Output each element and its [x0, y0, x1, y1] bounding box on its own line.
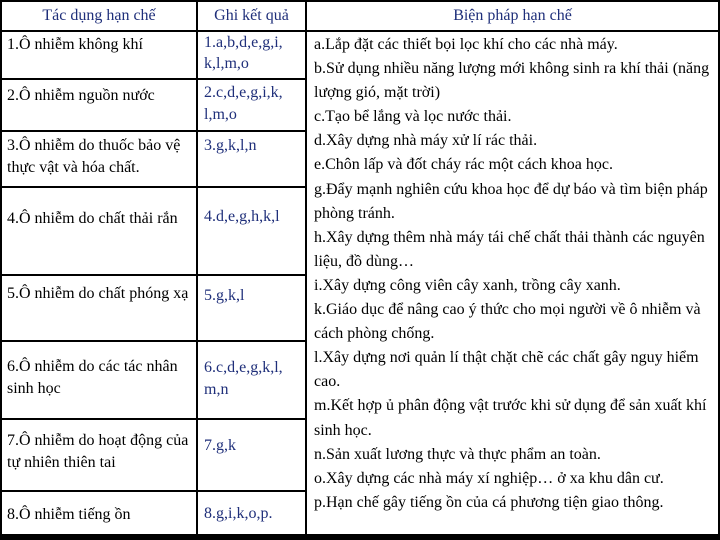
header-effect: Tác dụng hạn chế — [2, 2, 196, 30]
effect-cell-6: 6.Ô nhiễm do các tác nhân sinh học — [2, 342, 196, 418]
measure-item-e: e.Chôn lấp và đốt cháy rác một cách khoa học. — [314, 156, 613, 174]
measure-item-m: m.Kết hợp ủ phân động vật trước khi sử dụng để sản xuất khí sinh học. — [314, 397, 707, 439]
result-cell-8: 8.g,i,k,o,p. — [198, 492, 305, 534]
effect-cell-4: 4.Ô nhiễm do chất thải rắn — [2, 188, 196, 274]
measure-item-n: n.Sản xuất lương thực và thực phẩm an toàn. — [314, 445, 601, 463]
measure-item-d: d.Xây dựng nhà máy xử lí rác thải. — [314, 132, 538, 150]
measure-item-b: b.Sử dụng nhiều năng lượng mới không sinh ra khí thải (năng lượng gió, mặt trời) — [314, 60, 710, 102]
result-cell-4: 4.d,e,g,h,k,l — [198, 188, 305, 274]
measure-item-o: o.Xây dựng các nhà máy xí nghiệp… ở xa khu dân cư. — [314, 469, 664, 487]
measure-item-l: l.Xây dựng nơi quản lí thật chặt chẽ các chất gây nguy hiểm cao. — [314, 349, 699, 391]
result-cell-6: 6.c,d,e,g,k,l, m,n — [198, 342, 305, 418]
measure-item-h: h.Xây dựng thêm nhà máy tái chế chất thải thành các nguyên liệu, đồ dùng… — [314, 228, 705, 270]
result-cell-2: 2.c,d,e,g,i,k, l,m,o — [198, 80, 305, 130]
effect-cell-8: 8.Ô nhiễm tiếng ồn — [2, 492, 196, 534]
effect-cell-2: 2.Ô nhiễm nguồn nước — [2, 80, 196, 130]
measure-item-i: i.Xây dựng công viên cây xanh, trồng cây xanh. — [314, 276, 621, 294]
measure-item-g: g.Đẩy mạnh nghiên cứu khoa học để dự báo và tìm biện pháp phòng tránh. — [314, 180, 708, 222]
header-result: Ghi kết quả — [198, 2, 305, 30]
measure-item-k: k.Giáo dục để nâng cao ý thức cho mọi người về ô nhiễm và cách phòng chống. — [314, 301, 701, 343]
measure-item-a: a.Lắp đặt các thiết bọi lọc khí cho các nhà máy. — [314, 36, 618, 53]
result-cell-7: 7.g,k — [198, 420, 305, 490]
result-cell-3: 3.g,k,l,n — [198, 132, 305, 186]
effect-cell-3: 3.Ô nhiễm do thuốc bảo vệ thực vật và hóa chất. — [2, 132, 196, 186]
result-cell-5: 5.g,k,l — [198, 276, 305, 340]
measure-item-c: c.Tạo bể lắng và lọc nước thải. — [314, 108, 512, 126]
effect-cell-5: 5.Ô nhiễm do chất phóng xạ — [2, 276, 196, 340]
measures-cell — [307, 32, 718, 534]
effect-cell-7: 7.Ô nhiễm do hoạt động của tự nhiên thiên tai — [2, 420, 196, 490]
result-cell-1: 1.a,b,d,e,g,i, k,l,m,o — [198, 32, 305, 78]
header-measure: Biện pháp hạn chế — [307, 2, 718, 30]
effect-cell-1: 1.Ô nhiễm không khí — [2, 32, 196, 78]
measure-item-p: p.Hạn chế gây tiếng ồn của cá phương tiện giao thông. — [314, 493, 664, 511]
